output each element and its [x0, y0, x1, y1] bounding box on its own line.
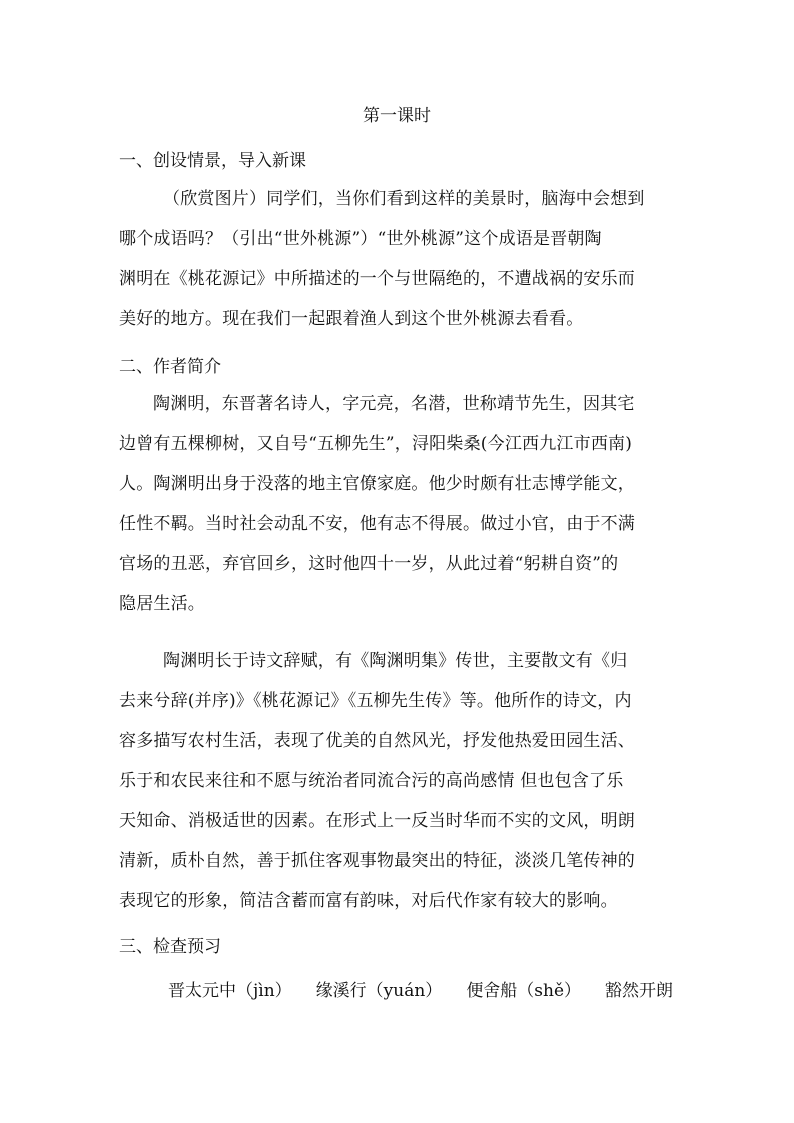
text-line: 美好的地方。现在我们一起跟着渔人到这个世外桃源去看看。	[119, 309, 584, 329]
text-line: 哪个成语吗？（引出“世外桃源”）“世外桃源”这个成语是晋朝陶	[119, 229, 602, 249]
text-line: 官场的丑恶，弃官回乡，这时他四十一岁，从此过着“躬耕自资”的	[119, 554, 619, 574]
preview-vocab-line	[168, 976, 688, 1006]
section-heading-intro: 一、创设情景，导入新课	[119, 151, 306, 171]
section-heading-preview: 三、检查预习	[119, 937, 221, 957]
vocab-item: 晋太元中（jìn）	[168, 981, 292, 1001]
vocab-item: 缘溪行（yuán）	[315, 981, 443, 1001]
text-line: 清新，质朴自然，善于抓住客观事物最突出的特征，淡淡几笔传神的	[119, 851, 635, 871]
vocab-item: 豁然开朗	[605, 981, 674, 1001]
section-heading-author: 二、作者简介	[119, 357, 221, 377]
text-line: 任性不羁。当时社会动乱不安，他有志不得展。做过小官，由于不满	[119, 514, 635, 534]
lesson-title: 第一课时	[363, 106, 431, 126]
text-line: 渊明在《桃花源记》中所描述的一个与世隔绝的，不遭战祸的安乐而	[119, 269, 635, 289]
text-line: 去来兮辞(并序)》《桃花源记》《五柳先生传》等。他所作的诗文，内	[119, 691, 632, 711]
text-line: 陶渊明，东晋著名诗人，字元亮，名潜，世称靖节先生，因其宅	[153, 394, 635, 414]
text-line: （欣赏图片）同学们，当你们看到这样的美景时，脑海中会想到	[163, 189, 645, 209]
author-paragraph-2	[119, 641, 679, 921]
author-paragraph-1	[119, 384, 679, 624]
vocab-item: 便舍船（shě）	[466, 981, 582, 1001]
text-line: 边曾有五棵柳树，又自号“五柳先生”，浔阳柴桑(今江西九江市西南)	[119, 434, 633, 454]
text-line: 表现它的形象，简洁含蓄而富有韵味，对后代作家有较大的影响。	[119, 891, 618, 911]
text-line: 隐居生活。	[119, 594, 205, 614]
text-line: 人。陶渊明出身于没落的地主官僚家庭。他少时颇有壮志博学能文，	[119, 474, 635, 494]
intro-paragraph	[119, 179, 679, 339]
text-line: 天知命、消极适世的因素。在形式上一反当时华而不实的文风，明朗	[119, 811, 635, 831]
text-line: 容多描写农村生活，表现了优美的自然风光，抒发他热爱田园生活、	[119, 731, 635, 751]
text-line: 陶渊明长于诗文辞赋，有《陶渊明集》传世，主要散文有《归	[163, 651, 628, 671]
text-line: 乐于和农民来往和不愿与统治者同流合污的高尚感情 但也包含了乐	[119, 771, 624, 791]
